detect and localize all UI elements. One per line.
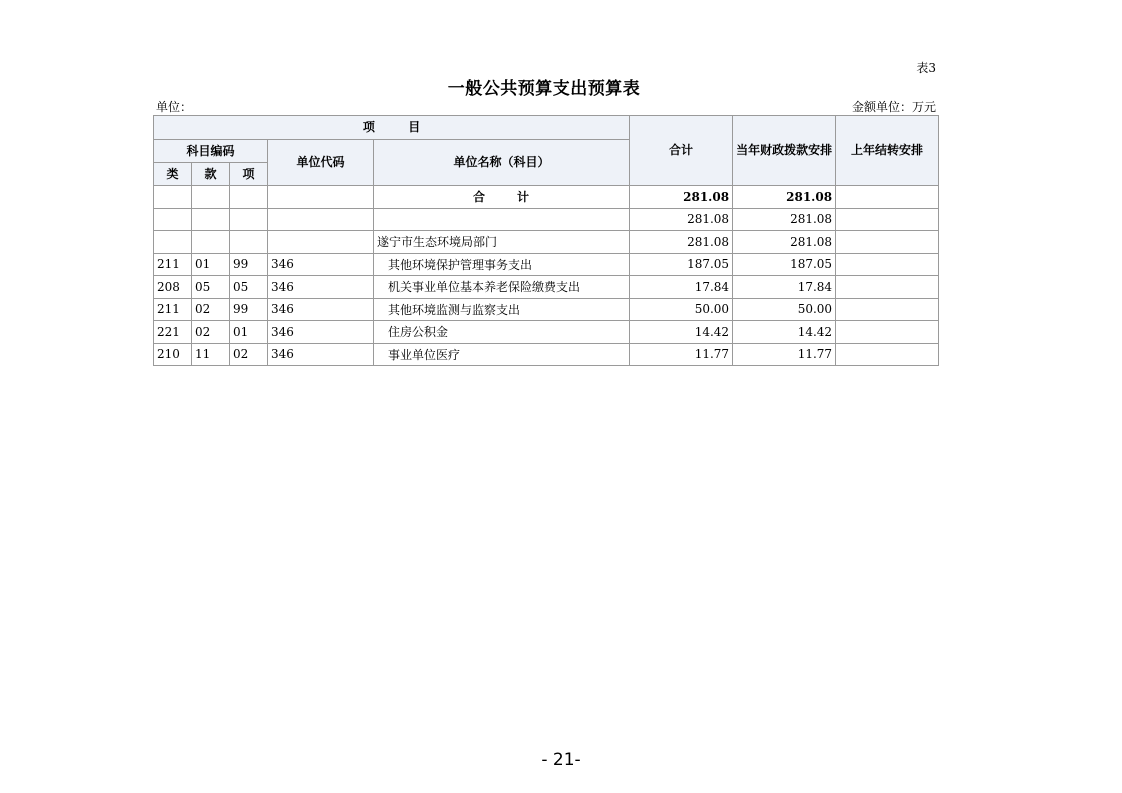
category-cell: 211 (154, 298, 192, 321)
current-year-cell: 17.84 (733, 276, 836, 299)
page-title: 一般公共预算支出预算表 (447, 79, 641, 99)
table-row (154, 253, 939, 276)
current-year-cell: 281.08 (733, 231, 836, 254)
table-row (154, 343, 939, 366)
unit-name-cell: 事业单位医疗 (374, 343, 630, 366)
total-item-cell (230, 186, 268, 209)
amount-cell: 281.08 (630, 208, 733, 231)
amount-unit-label: 金额单位：万元 (851, 100, 936, 114)
table-number: 表3 (916, 61, 936, 75)
header-current-year: 当年财政拨款安排 (733, 116, 836, 186)
header-unit-name: 单位名称（科目） (374, 140, 630, 186)
table-row (154, 321, 939, 344)
total-prior-year (836, 186, 939, 209)
table-row (154, 208, 939, 231)
amount-cell: 187.05 (630, 253, 733, 276)
amount-cell: 50.00 (630, 298, 733, 321)
prior-year-cell (836, 321, 939, 344)
total-current-year: 281.08 (733, 186, 836, 209)
header-prior-year: 上年结转安排 (836, 116, 939, 186)
current-year-cell: 187.05 (733, 253, 836, 276)
amount-cell: 14.42 (630, 321, 733, 344)
item-cell: 99 (230, 298, 268, 321)
category-cell (154, 208, 192, 231)
unit-name-cell (374, 208, 630, 231)
total-section-cell (192, 186, 230, 209)
category-cell: 210 (154, 343, 192, 366)
prior-year-cell (836, 208, 939, 231)
item-cell: 01 (230, 321, 268, 344)
current-year-cell: 281.08 (733, 208, 836, 231)
amount-cell: 281.08 (630, 231, 733, 254)
prior-year-cell (836, 253, 939, 276)
prior-year-cell (836, 231, 939, 254)
header-section: 款 (192, 163, 230, 186)
category-cell: 211 (154, 253, 192, 276)
unit-code-cell (268, 231, 374, 254)
item-cell (230, 231, 268, 254)
current-year-cell: 14.42 (733, 321, 836, 344)
unit-code-cell: 346 (268, 253, 374, 276)
total-unit-code-cell (268, 186, 374, 209)
total-category-cell (154, 186, 192, 209)
total-label: 合 计 (374, 186, 630, 209)
page-number: - 21- (541, 750, 581, 770)
table-header (154, 116, 939, 186)
section-cell (192, 208, 230, 231)
amount-cell: 11.77 (630, 343, 733, 366)
prior-year-cell (836, 343, 939, 366)
amount-cell: 17.84 (630, 276, 733, 299)
unit-label: 单位： (156, 100, 193, 114)
header-subject-code: 科目编码 (154, 140, 268, 163)
table-row (154, 298, 939, 321)
category-cell: 208 (154, 276, 192, 299)
header-item: 项 (230, 163, 268, 186)
section-cell: 01 (192, 253, 230, 276)
total-amount: 281.08 (630, 186, 733, 209)
section-cell: 02 (192, 321, 230, 344)
unit-code-cell: 346 (268, 343, 374, 366)
unit-code-cell (268, 208, 374, 231)
item-cell: 99 (230, 253, 268, 276)
section-cell: 02 (192, 298, 230, 321)
unit-code-cell: 346 (268, 298, 374, 321)
table-body (154, 186, 939, 366)
category-cell: 221 (154, 321, 192, 344)
total-row (154, 186, 939, 209)
prior-year-cell (836, 298, 939, 321)
unit-name-cell: 其他环境监测与监察支出 (374, 298, 630, 321)
unit-name-cell: 机关事业单位基本养老保险缴费支出 (374, 276, 630, 299)
item-cell: 05 (230, 276, 268, 299)
unit-name-cell: 其他环境保护管理事务支出 (374, 253, 630, 276)
unit-code-cell: 346 (268, 321, 374, 344)
item-cell: 02 (230, 343, 268, 366)
unit-name-cell: 遂宁市生态环境局部门 (374, 231, 630, 254)
header-category: 类 (154, 163, 192, 186)
table-row (154, 276, 939, 299)
category-cell (154, 231, 192, 254)
budget-table (153, 115, 939, 366)
unit-code-cell: 346 (268, 276, 374, 299)
header-project: 项 目 (154, 116, 630, 140)
section-cell: 05 (192, 276, 230, 299)
unit-name-cell: 住房公积金 (374, 321, 630, 344)
section-cell: 11 (192, 343, 230, 366)
item-cell (230, 208, 268, 231)
header-total: 合计 (630, 116, 733, 186)
section-cell (192, 231, 230, 254)
current-year-cell: 11.77 (733, 343, 836, 366)
table-row (154, 231, 939, 254)
prior-year-cell (836, 276, 939, 299)
header-unit-code: 单位代码 (268, 140, 374, 186)
current-year-cell: 50.00 (733, 298, 836, 321)
